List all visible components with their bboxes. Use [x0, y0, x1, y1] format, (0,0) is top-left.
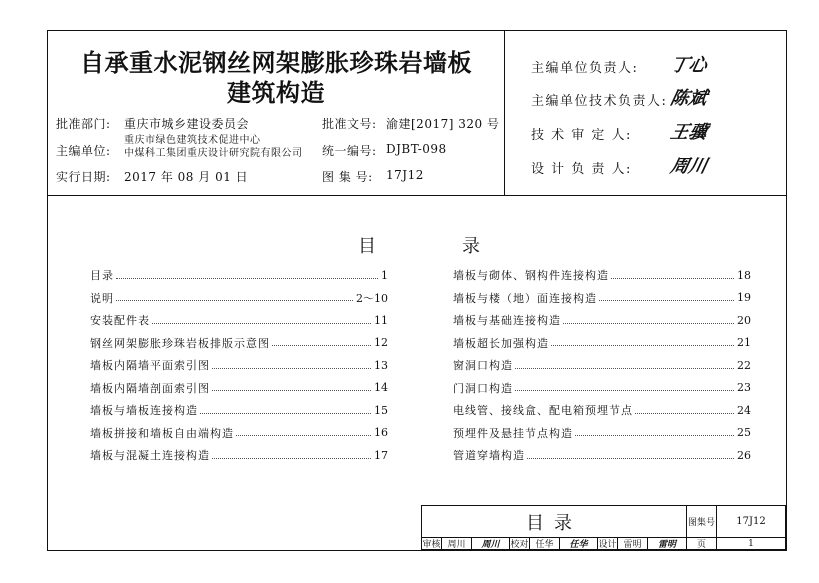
review-label: 审核 — [422, 540, 441, 550]
toc-leader — [599, 300, 734, 301]
editor-unit-1: 重庆市绿色建筑技术促进中心 — [124, 135, 261, 146]
header-divider — [48, 195, 786, 196]
page-label: 页 — [687, 538, 717, 550]
toc-entry-label: 墙板与楼（地）面连接构造 — [453, 291, 597, 305]
check-name: 任华 — [530, 538, 560, 550]
atlas-title-line2: 建筑构造 — [227, 79, 325, 107]
toc-entry-label: 墙板内隔墙剖面索引图 — [90, 381, 210, 395]
toc-leader — [635, 413, 734, 414]
toc-entry[interactable] — [453, 287, 751, 310]
resp-label-designer: 设 计 负 责 人: — [531, 162, 632, 177]
toc-entry-page: 12 — [374, 336, 388, 350]
toc-leader — [152, 323, 371, 324]
toc-entry-label: 管道穿墙构造 — [453, 449, 525, 463]
header-info — [48, 31, 504, 195]
toc-entry-label: 安装配件表 — [90, 314, 150, 328]
toc-entry-label: 门洞口构造 — [453, 381, 513, 395]
toc-entry[interactable] — [453, 354, 751, 377]
toc-entry-label: 墙板与砌体、钢构件连接构造 — [453, 269, 609, 283]
toc-entry[interactable] — [453, 444, 751, 467]
design-name: 雷明 — [618, 538, 648, 550]
toc-entry[interactable] — [90, 309, 388, 332]
toc-leader — [563, 323, 734, 324]
toc-entry-page: 26 — [737, 448, 751, 462]
toc-leader — [212, 390, 371, 391]
unified-no: DJBT-098 — [386, 142, 447, 156]
atlas-no-label: 图 集 号: — [322, 170, 373, 184]
toc-entry[interactable] — [90, 354, 388, 377]
toc-entry-label: 墙板超长加强构造 — [453, 336, 549, 350]
toc-entry-label: 钢丝网架膨胀珍珠岩板排版示意图 — [90, 336, 270, 350]
responsibles-panel — [504, 31, 787, 195]
toc-entry[interactable] — [90, 332, 388, 355]
atlas-title-line1: 自承重水泥钢丝网架膨胀珍珠岩墙板 — [80, 49, 472, 77]
atlas-no: 17J12 — [386, 168, 424, 182]
toc-entry-page: 25 — [737, 426, 751, 440]
atlas-no-label: 图集号 — [687, 506, 717, 538]
unified-no-label: 统一编号: — [322, 144, 377, 158]
toc-entry-page: 21 — [737, 336, 751, 350]
design-label: 设计 — [598, 540, 617, 550]
toc-entry-label: 墙板内隔墙平面索引图 — [90, 359, 210, 373]
toc-title-right: 录 — [462, 236, 480, 257]
toc-entry[interactable] — [453, 399, 751, 422]
toc-left-column — [90, 264, 388, 467]
toc-entry-page: 19 — [737, 291, 751, 305]
toc-leader — [200, 413, 371, 414]
editor-unit-2: 中煤科工集团重庆设计研究院有限公司 — [124, 148, 303, 159]
toc-entry[interactable] — [90, 377, 388, 400]
check-signature: 任华 — [560, 538, 598, 550]
review-signature: 周川 — [472, 538, 510, 550]
toc-entry-page: 2～10 — [356, 291, 388, 305]
resp-label-tech-lead: 主编单位技术负责人: — [531, 94, 668, 109]
toc-entry-page: 16 — [374, 426, 388, 440]
title-block — [421, 505, 787, 551]
toc-entry-page: 15 — [374, 403, 388, 417]
toc-entry-label: 窗洞口构造 — [453, 359, 513, 373]
page-value: 1 — [717, 538, 786, 550]
toc-entry-page: 22 — [737, 358, 751, 372]
toc-entry-label: 墙板与混凝土连接构造 — [90, 449, 210, 463]
resp-label-editor-unit: 主编单位负责人: — [531, 61, 639, 76]
toc-leader — [551, 345, 734, 346]
toc-leader — [575, 435, 734, 436]
sheet-title: 目录 — [422, 506, 687, 538]
toc-entry-label: 目录 — [90, 269, 114, 283]
toc-leader — [212, 368, 371, 369]
toc-entry[interactable] — [90, 287, 388, 310]
effective-date: 2017 年 08 月 01 日 — [124, 170, 249, 184]
toc-leader — [236, 435, 371, 436]
drawing-frame — [47, 30, 787, 551]
toc-entry-page: 20 — [737, 313, 751, 327]
toc-leader — [212, 458, 371, 459]
signature-reviewer: 王骥 — [668, 122, 709, 143]
approval-doc-label: 批准文号: — [322, 117, 377, 131]
toc-entry-label: 说明 — [90, 291, 114, 305]
toc-entry[interactable] — [453, 422, 751, 445]
signature-editor-unit: 丁心 — [668, 55, 709, 76]
toc-entry[interactable] — [453, 332, 751, 355]
toc-entry-label: 墙板与基础连接构造 — [453, 314, 561, 328]
toc-entry[interactable] — [453, 309, 751, 332]
toc-entry[interactable] — [90, 399, 388, 422]
toc-entry-page: 24 — [737, 403, 751, 417]
approval-dept: 重庆市城乡建设委员会 — [124, 117, 250, 131]
toc-entry-page: 23 — [737, 381, 751, 395]
toc-entry[interactable] — [453, 377, 751, 400]
toc-leader — [515, 368, 734, 369]
toc-entry-label: 墙板拼接和墙板自由端构造 — [90, 426, 234, 440]
signature-tech-lead: 陈斌 — [668, 88, 709, 109]
editor-unit-label: 主编单位: — [56, 144, 111, 158]
toc-leader — [116, 300, 353, 301]
toc-leader — [515, 390, 734, 391]
effective-label: 实行日期: — [56, 170, 111, 184]
toc-leader — [116, 278, 378, 279]
review-name: 周川 — [442, 538, 472, 550]
toc-leader — [527, 458, 734, 459]
toc-entry-page: 1 — [381, 268, 388, 282]
signature-designer: 周川 — [668, 156, 709, 177]
toc-entry[interactable] — [90, 422, 388, 445]
toc-entry-page: 18 — [737, 268, 751, 282]
check-label: 校对 — [510, 540, 529, 550]
toc-entry[interactable] — [90, 444, 388, 467]
approval-doc: 渝建[2017] 320 号 — [386, 117, 500, 131]
toc-leader — [272, 345, 371, 346]
toc-right-column — [453, 264, 751, 467]
toc-entry-page: 14 — [374, 381, 388, 395]
design-signature: 雷明 — [648, 538, 687, 550]
toc-entry-page: 17 — [374, 448, 388, 462]
toc-title-left: 目 — [358, 236, 376, 257]
atlas-no-value: 17J12 — [717, 506, 786, 538]
toc-leader — [611, 278, 734, 279]
toc-entry-label: 电线管、接线盒、配电箱预埋节点 — [453, 404, 633, 418]
resp-label-reviewer: 技 术 审 定 人: — [531, 128, 632, 143]
approval-dept-label: 批准部门: — [56, 117, 111, 131]
toc-entry-page: 13 — [374, 358, 388, 372]
toc-entry-page: 11 — [374, 313, 388, 327]
toc-entry[interactable] — [453, 264, 751, 287]
toc-entry[interactable] — [90, 264, 388, 287]
toc-entry-label: 墙板与墙板连接构造 — [90, 404, 198, 418]
toc-entry-label: 预埋件及悬挂节点构造 — [453, 426, 573, 440]
